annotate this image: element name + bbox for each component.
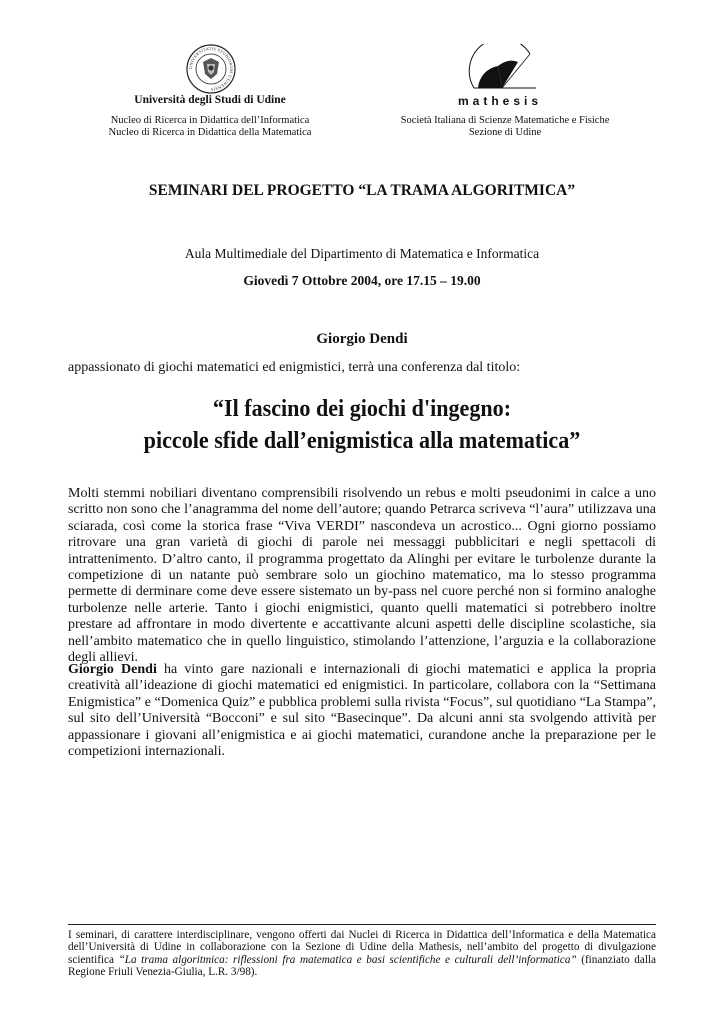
date-time: Giovedì 7 Ottobre 2004, ore 17.15 – 19.00	[243, 273, 481, 288]
bio-paragraph	[68, 662, 656, 760]
footer-divider	[68, 924, 656, 925]
speaker-name: Giorgio Dendi	[316, 331, 408, 347]
mathesis-wordmark: mathesis	[457, 94, 543, 108]
seal-text: UNIVERSITATIS STUDIORUM UTINENSIS	[187, 45, 235, 93]
bio-speaker-name: Giorgio Dendi	[68, 662, 157, 677]
bio-text: ha vinto gare nazionali e internazionali di giochi matematici e applica la propria creatività all’ideazione di giochi matematici ed enigmistici. In particolare, collabora con la “Settimana Enigmistica” e “Domenica Quiz” e pubblica problemi sulla rivista “Focus”, sul quotidiano “La Stampa”, sul sito dell’Università “Bocconi” e sul sito “Basecinque”. Da alcuni anni sta svolgendo attività per appassionare i giovani all’enigmistica e ai giochi matematici, curandone anche la preparazione per le competizioni internazionali.	[68, 662, 656, 760]
footer-text-a: I seminari, di carattere interdisciplinare, vengono offerti dai Nuclei di Ricerca in Didattica dell’Informatica e della Matematica dell’Università di Udine in collaborazione con la Sezione di Udine della Mathesis, nell’ambito del progetto di divulgazione scientifica	[68, 929, 656, 966]
seminar-series-title: SEMINARI DEL PROGETTO “LA TRAMA ALGORITMICA”	[148, 182, 576, 199]
venue: Aula Multimediale del Dipartimento di Matematica e Informatica	[184, 246, 540, 261]
footer-project-title: “La trama algoritmica: riflessioni fra matematica e basi scientifiche e culturali dell’informatica”	[118, 953, 577, 966]
talk-title-line-1: “Il fascino dei giochi d'ingegno:	[212, 396, 512, 422]
footer-text-b: (finanziato dalla Regione Friuli Venezia-Giulia, L.R. 3/98).	[68, 953, 656, 979]
speaker-intro: appassionato di giochi matematici ed enigmistici, terrà una conferenza dal titolo:	[68, 360, 521, 375]
university-name: Università degli Studi di Udine	[134, 94, 286, 106]
nucleus-informatics: Nucleo di Ricerca in Didattica dell’Informatica	[110, 115, 310, 126]
nucleus-mathematics: Nucleo di Ricerca in Didattica della Matematica	[108, 127, 312, 138]
mathesis-logo	[468, 44, 538, 90]
society-section: Sezione di Udine	[468, 127, 542, 138]
society-name: Società Italiana di Scienze Matematiche e Fisiche	[400, 115, 610, 126]
footer-note	[68, 929, 656, 979]
university-seal-logo	[186, 44, 236, 94]
talk-title-line-2: piccole sfide dall’enigmistica alla matematica”	[143, 428, 581, 454]
abstract-paragraph: Molti stemmi nobiliari diventano comprensibili risolvendo un rebus e molti pseudonimi in calce a uno scritto non sono che l’anagramma del nome dell’autore; quando Petrarca scriveva “l’aura” utilizzava una sciarada, così come la storica frase “Viva VERDI” nascondeva un acrostico... Ogni giorno possiamo ritrovare una gran varietà di giochi di parole nei messaggi pubblicitari e negli spettacoli di intrattenimento. D’altro canto, il programma progettato da Alinghi per evitare le turbolenze durante la competizione di un natante può sembrare solo un giochino matematico, ma lo stesso programma permette di derminare come deve essere sistemato un by-pass nel cuore perché non si formino analoghe turbolenze nelle arterie. Tanto i giochi enigmistici, quanto quelli matematici si potrebbero inoltre prestare ad affrontare in modo divertente e accattivante alcuni aspetti delle discipline scolastiche, sia nell’ambito matematico che in quello linguistico, stimolando l’attenzione, l’arguzia e la collaborazione degli allievi.	[68, 486, 656, 666]
